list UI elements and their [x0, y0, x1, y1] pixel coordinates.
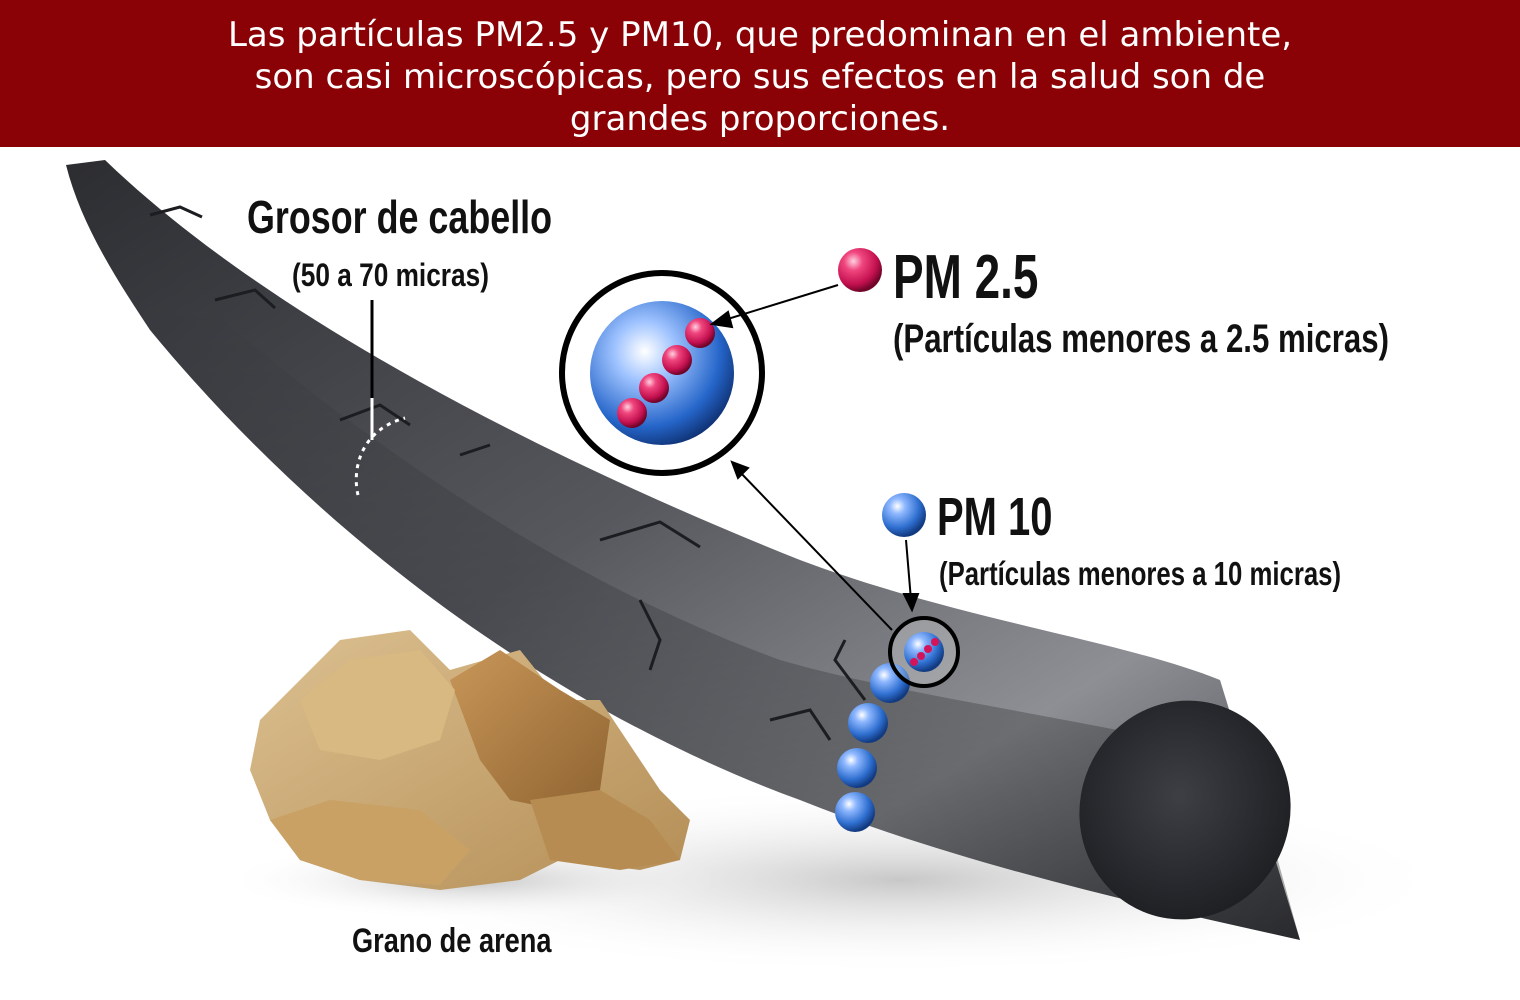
pm10-title: PM 10: [937, 487, 1053, 547]
pm10-particle: [837, 748, 877, 788]
pm10-legend-icon: [882, 493, 926, 537]
sand-label: Grano de arena: [352, 922, 552, 960]
header-line-1: Las partículas PM2.5 y PM10, que predominan en el ambiente,: [227, 15, 1293, 55]
pm25-particle: [639, 373, 669, 403]
pm10-particle: [835, 792, 875, 832]
header-text: [160, 14, 1360, 140]
pm10-subtitle: (Partículas menores a 10 micras): [939, 555, 1342, 592]
pm25-particle: [685, 318, 715, 348]
hair-subtitle: (50 a 70 micras): [292, 257, 489, 293]
hair-title: Grosor de cabello: [247, 191, 553, 243]
pm10-particle: [848, 703, 888, 743]
header-line-3: grandes proporciones.: [569, 99, 951, 139]
pm25-magnifier: [562, 273, 762, 473]
pm25-particle: [617, 398, 647, 428]
header-banner: [0, 0, 1520, 147]
pm10-magnifier-small: [890, 618, 958, 686]
pm25-particle: [662, 345, 692, 375]
pm25-legend-icon: [838, 248, 882, 292]
pm25-title: PM 2.5: [893, 243, 1039, 312]
pm25-subtitle: (Partículas menores a 2.5 micras): [893, 317, 1389, 361]
header-line-2: son casi microscópicas, pero sus efectos en la salud son de: [254, 57, 1266, 97]
